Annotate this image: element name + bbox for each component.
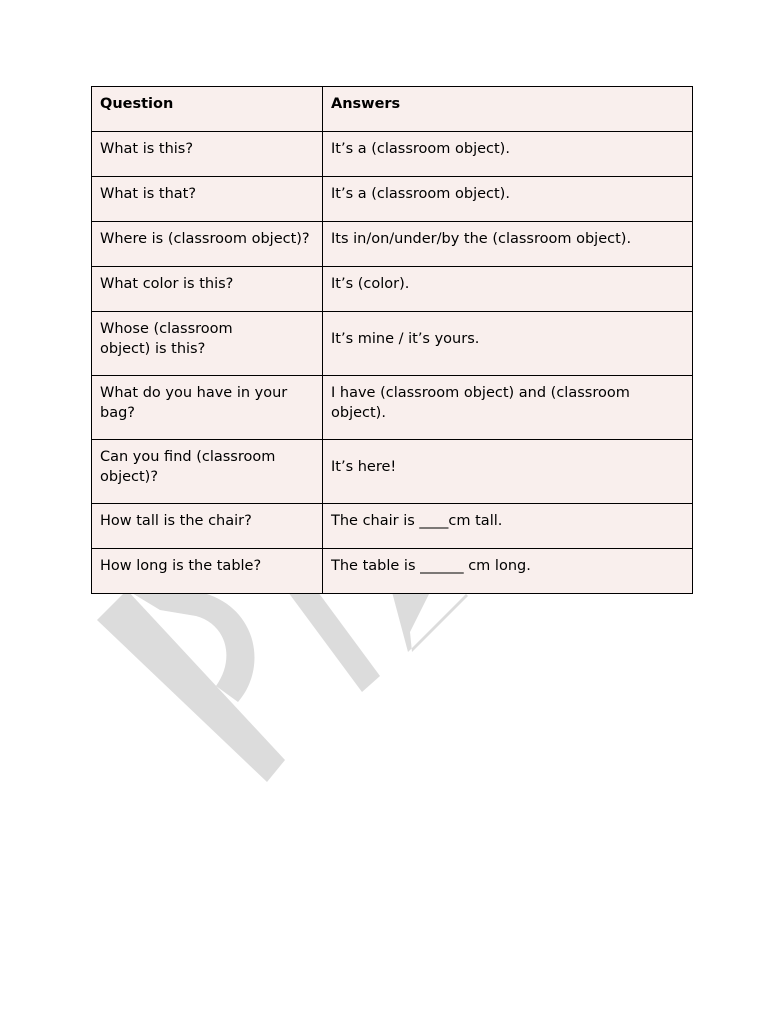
answer-cell: The chair is ____cm tall. [323,504,693,549]
table-row [92,440,693,504]
question-cell: What is this? [92,132,323,177]
answer-cell: It’s here! [323,440,693,504]
answer-cell: It’s a (classroom object). [323,132,693,177]
table-row [92,222,693,267]
table-header-row [92,87,693,132]
table-row [92,376,693,440]
column-header-answers: Answers [323,87,693,132]
answer-cell: It’s mine / it’s yours. [323,312,693,376]
question-cell: How long is the table? [92,549,323,594]
column-header-question: Question [92,87,323,132]
question-cell: How tall is the chair? [92,504,323,549]
table-row [92,177,693,222]
table-row [92,504,693,549]
table-row [92,312,693,376]
question-cell: Where is (classroom object)? [92,222,323,267]
answer-cell: The table is ______ cm long. [323,549,693,594]
table-row [92,267,693,312]
question-answer-table [91,86,693,594]
table-row [92,549,693,594]
table-row [92,132,693,177]
answer-cell: It’s (color). [323,267,693,312]
question-cell: Can you find (classroom object)? [92,440,323,504]
question-cell: Whose (classroom object) is this? [92,312,323,376]
question-cell: What do you have in your bag? [92,376,323,440]
question-cell: What is that? [92,177,323,222]
answer-cell: I have (classroom object) and (classroom object). [323,376,693,440]
answer-cell: Its in/on/under/by the (classroom object). [323,222,693,267]
answer-cell: It’s a (classroom object). [323,177,693,222]
question-cell: What color is this? [92,267,323,312]
